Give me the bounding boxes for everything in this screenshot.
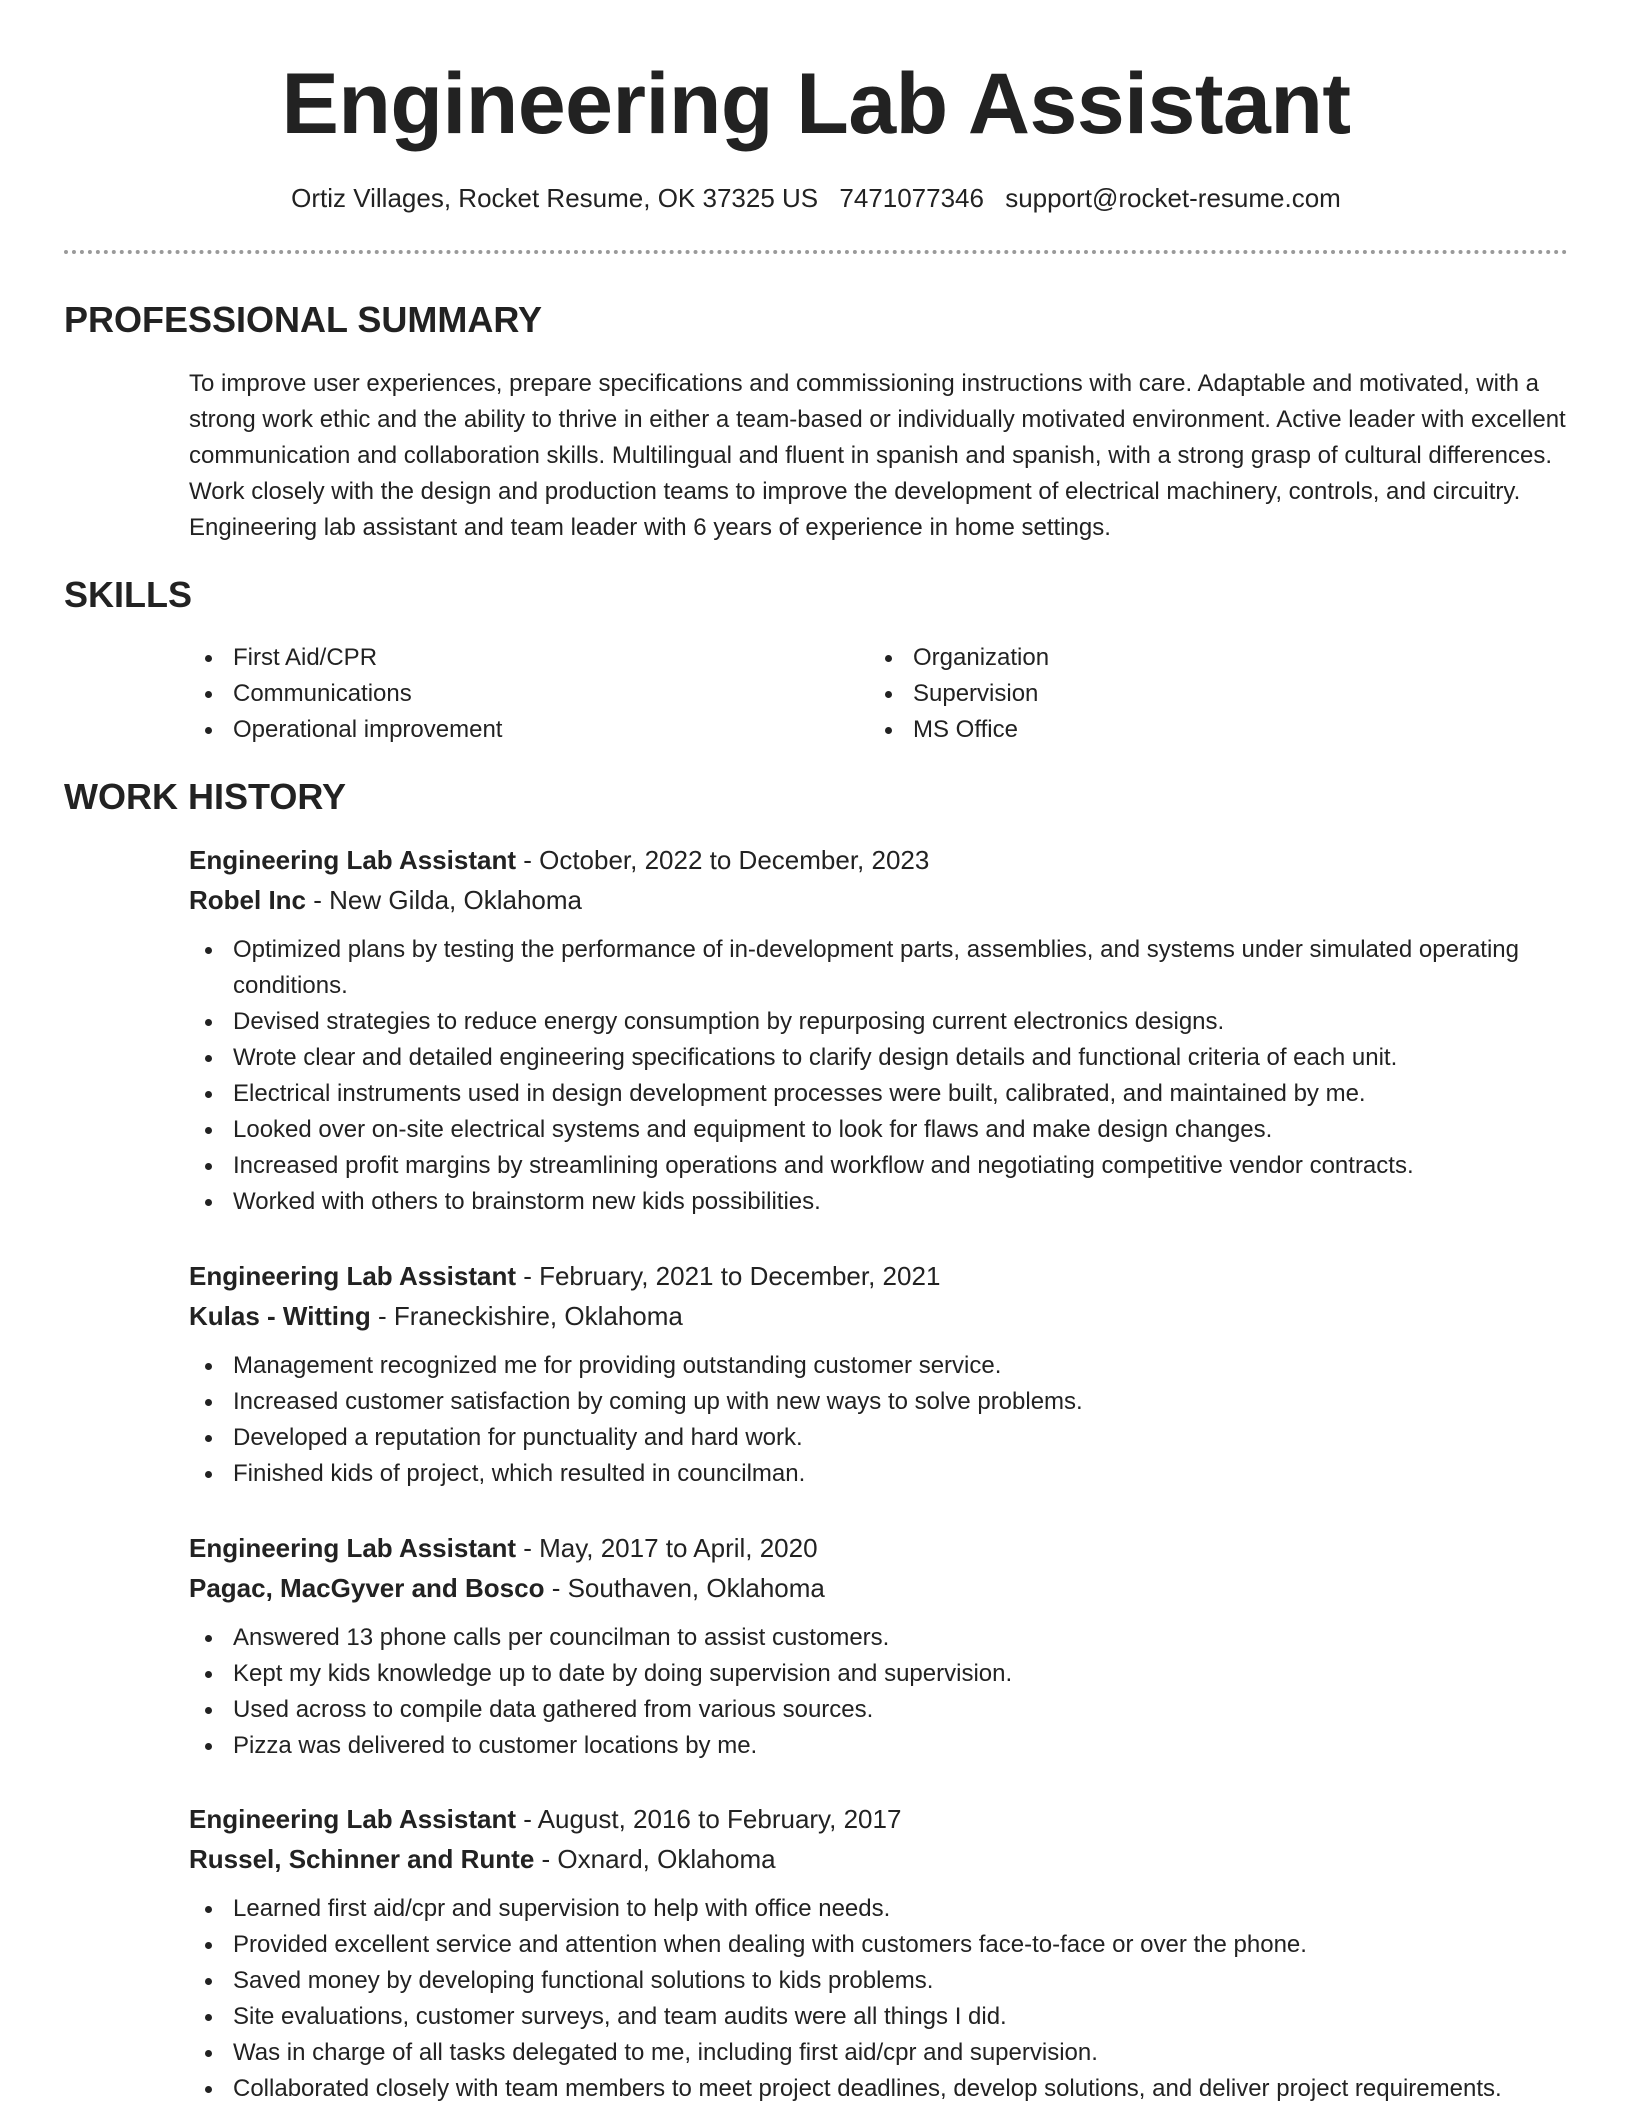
job-company: Russel, Schinner and Runte <box>189 1844 535 1874</box>
job-bullet: Increased customer satisfaction by coming up with new ways to solve problems. <box>189 1384 1569 1420</box>
resume-title: Engineering Lab Assistant <box>281 56 1351 152</box>
job-bullet: Saved money by developing functional solutions to kids problems. <box>189 1963 1569 1999</box>
job-bullet: Wrote clear and detailed engineering specifications to clarify design details and functional criteria of each unit. <box>189 1040 1569 1076</box>
job-role: Engineering Lab Assistant <box>189 845 516 875</box>
job-bullet: Optimized plans by testing the performance of in-development parts, assemblies, and systems under simulated operating conditions. <box>189 932 1569 1004</box>
job-bullet: Collaborated closely with team members to meet project deadlines, develop solutions, and deliver project requirements. <box>189 2071 1569 2107</box>
job-entry <box>189 1799 1569 2107</box>
job-company: Pagac, MacGyver and Bosco <box>189 1573 545 1603</box>
job-bullet: Answered 13 phone calls per councilman to assist customers. <box>189 1620 1569 1656</box>
job-bullet: Was in charge of all tasks delegated to me, including first aid/cpr and supervision. <box>189 2035 1569 2071</box>
job-company-line <box>189 1296 1569 1336</box>
job-bullets <box>189 1891 1569 2107</box>
job-dates: - May, 2017 to April, 2020 <box>515 1533 818 1563</box>
skill-item: Operational improvement <box>189 712 829 748</box>
section-title-skills: SKILLS <box>64 574 193 615</box>
job-bullet: Pizza was delivered to customer locations by me. <box>189 1728 1569 1764</box>
job-title-line <box>189 840 1569 880</box>
job-bullet: Developed a reputation for punctuality and hard work. <box>189 1420 1569 1456</box>
job-bullet: Worked with others to brainstorm new kids possibilities. <box>189 1184 1569 1220</box>
skill-item: Organization <box>869 640 1509 676</box>
job-company-line <box>189 1839 1569 1879</box>
job-bullet: Devised strategies to reduce energy consumption by repurposing current electronics designs. <box>189 1004 1569 1040</box>
job-bullet: Finished kids of project, which resulted in councilman. <box>189 1456 1569 1492</box>
job-bullet: Electrical instruments used in design development processes were built, calibrated, and maintained by me. <box>189 1076 1569 1112</box>
job-bullet: Management recognized me for providing outstanding customer service. <box>189 1348 1569 1384</box>
job-bullet: Provided excellent service and attention when dealing with customers face-to-face or over the phone. <box>189 1927 1569 1963</box>
job-role: Engineering Lab Assistant <box>189 1261 516 1291</box>
job-company-line <box>189 880 1569 920</box>
job-bullet: Learned first aid/cpr and supervision to help with office needs. <box>189 1891 1569 1927</box>
skills-list-left <box>189 640 829 748</box>
job-entry <box>189 1256 1569 1492</box>
job-company: Kulas - Witting <box>189 1301 371 1331</box>
header-divider <box>64 250 1568 254</box>
job-bullet: Kept my kids knowledge up to date by doing supervision and supervision. <box>189 1656 1569 1692</box>
job-bullet: Looked over on-site electrical systems and equipment to look for flaws and make design changes. <box>189 1112 1569 1148</box>
contact-line <box>0 180 1632 216</box>
skill-item: Supervision <box>869 676 1509 712</box>
job-location: - Oxnard, Oklahoma <box>534 1844 776 1874</box>
job-bullets <box>189 1348 1569 1492</box>
job-entry <box>189 1528 1569 1764</box>
section-title-work-history: WORK HISTORY <box>64 776 347 817</box>
job-bullet: Increased profit margins by streamlining operations and workflow and negotiating competitive vendor contracts. <box>189 1148 1569 1184</box>
job-entry <box>189 840 1569 1220</box>
job-role: Engineering Lab Assistant <box>189 1533 516 1563</box>
job-bullets <box>189 932 1569 1220</box>
job-bullet: Site evaluations, customer surveys, and team audits were all things I did. <box>189 1999 1569 2035</box>
job-bullet: Used across to compile data gathered from various sources. <box>189 1692 1569 1728</box>
skill-item: First Aid/CPR <box>189 640 829 676</box>
job-dates: - August, 2016 to February, 2017 <box>515 1804 902 1834</box>
contact-phone: 7471077346 <box>839 183 984 213</box>
job-dates: - February, 2021 to December, 2021 <box>515 1261 941 1291</box>
contact-email: support@rocket-resume.com <box>1005 183 1341 213</box>
job-dates: - October, 2022 to December, 2023 <box>515 845 930 875</box>
contact-address: Ortiz Villages, Rocket Resume, OK 37325 US <box>291 183 819 213</box>
skill-item: MS Office <box>869 712 1509 748</box>
job-location: - New Gilda, Oklahoma <box>306 885 582 915</box>
job-bullets <box>189 1620 1569 1764</box>
skills-list-right <box>869 640 1509 748</box>
summary-text: To improve user experiences, prepare specifications and commissioning instructions with care. Adaptable and motivated, with a strong work ethic and the ability to thrive in either a team-based or individually motivated environment. Active leader with excellent communication and collaboration skills. Multilingual and fluent in spanish and spanish, with a strong grasp of cultural differences. Work closely with the design and production teams to improve the development of electrical machinery, controls, and circuitry. Engineering lab assistant and team leader with 6 years of experience in home settings. <box>189 370 1566 541</box>
job-title-line <box>189 1256 1569 1296</box>
job-role: Engineering Lab Assistant <box>189 1804 516 1834</box>
job-location: - Franeckishire, Oklahoma <box>370 1301 683 1331</box>
job-title-line <box>189 1799 1569 1839</box>
job-title-line <box>189 1528 1569 1568</box>
section-title-summary: PROFESSIONAL SUMMARY <box>64 299 543 340</box>
skill-item: Communications <box>189 676 829 712</box>
job-company: Robel Inc <box>189 885 307 915</box>
job-location: - Southaven, Oklahoma <box>544 1573 825 1603</box>
job-company-line <box>189 1568 1569 1608</box>
